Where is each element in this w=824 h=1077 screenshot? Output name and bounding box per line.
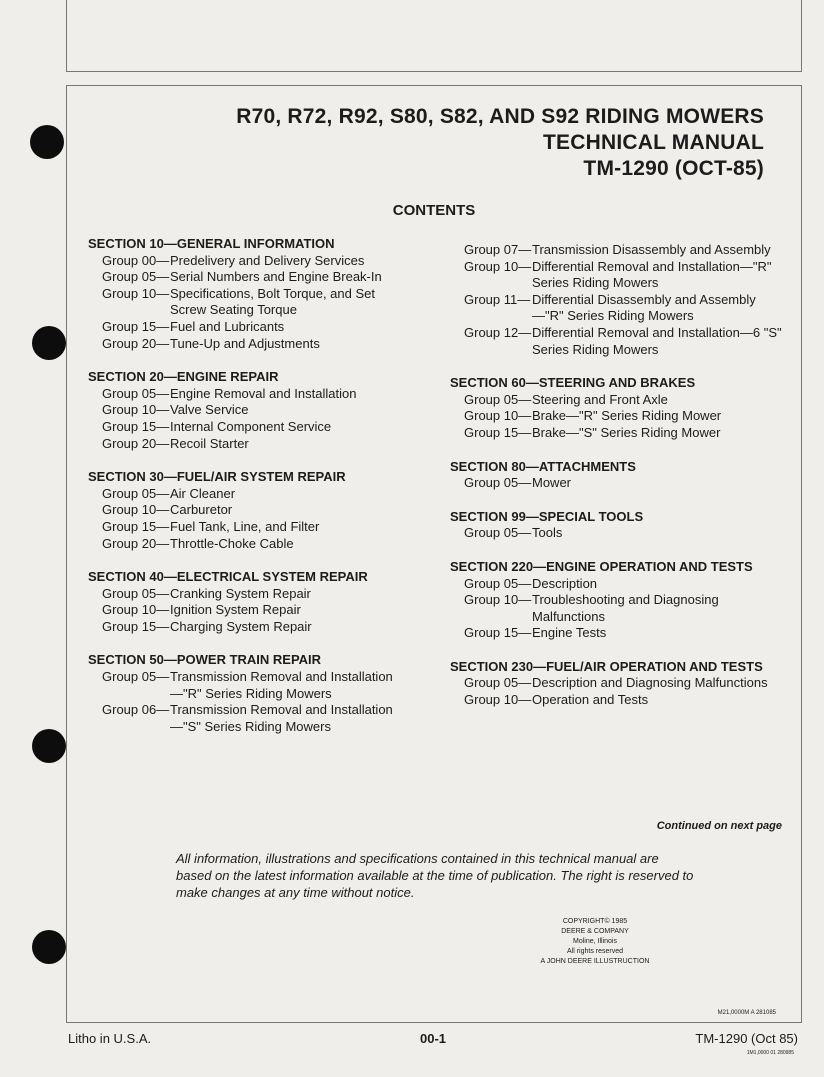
group-title: Specifications, Bolt Torque, and Set Screw Seating Torque (170, 285, 375, 318)
group-title: Operation and Tests (532, 692, 649, 708)
group-number: Group 15— (102, 318, 170, 334)
group-title: Description (532, 575, 598, 591)
copyright-line: Moline, Illinois (573, 938, 617, 945)
contents-entry (88, 669, 408, 702)
title-line-1: R70, R72, R92, S80, S82, AND S92 RIDING MOWERS (236, 105, 764, 128)
section-heading: SECTION 230—FUEL/AIR OPERATION AND TESTS (450, 658, 763, 674)
group-title: Fuel Tank, Line, and Filter (170, 518, 320, 534)
group-number: Group 10— (464, 408, 532, 424)
group-number: Group 05— (464, 525, 532, 541)
contents-entry (450, 692, 782, 709)
copyright-line: A JOHN DEERE ILLUSTRUCTION (540, 958, 650, 965)
group-title: Differential Disassembly and Assembly—"R" Series Riding Mowers (532, 291, 756, 324)
section-gap (450, 492, 782, 509)
contents-entry (450, 576, 782, 593)
group-number: Group 10— (102, 602, 170, 618)
contents-entry (88, 436, 408, 453)
group-title: Engine Removal and Installation (170, 385, 357, 401)
title-line-3: TM-1290 (OCT-85) (583, 157, 764, 180)
section-gap (450, 358, 782, 375)
contents-entry (88, 702, 408, 735)
contents-entry (450, 259, 782, 292)
group-number: Group 05— (102, 385, 170, 401)
contents-entry (88, 386, 408, 403)
group-number: Group 05— (464, 675, 532, 691)
footer-litho: Litho in U.S.A. (68, 1031, 152, 1046)
section-gap (450, 442, 782, 459)
group-number: Group 10— (102, 402, 170, 418)
group-number: Group 20— (102, 535, 170, 551)
group-number: Group 05— (464, 475, 532, 491)
group-number: Group 10— (464, 592, 532, 608)
section-heading: SECTION 30—FUEL/AIR SYSTEM REPAIR (88, 469, 346, 485)
group-title: Differential Removal and Installation—"R" Series Riding Mowers (532, 258, 772, 291)
group-title: Engine Tests (532, 625, 607, 641)
group-number: Group 11— (464, 291, 531, 307)
group-number: Group 12— (464, 324, 532, 340)
contents-entry (450, 675, 782, 692)
section-gap (88, 352, 408, 369)
section-heading: SECTION 10—GENERAL INFORMATION (88, 236, 335, 251)
section-heading: SECTION 50—POWER TRAIN REPAIR (88, 652, 322, 668)
contents-entry (450, 625, 782, 642)
group-title: Fuel and Lubricants (170, 318, 285, 334)
contents-entry (450, 592, 782, 625)
contents-entry (450, 392, 782, 409)
group-number: Group 20— (102, 335, 170, 351)
footer-code: 1M1,0000 01 280985 (746, 1050, 794, 1056)
section-gap (88, 552, 408, 569)
group-title: Throttle-Choke Cable (170, 535, 294, 551)
manual-title (236, 104, 764, 182)
group-number: Group 05— (102, 669, 170, 685)
group-title: Recoil Starter (170, 435, 249, 451)
group-title: Tools (532, 525, 563, 541)
group-title: Carburetor (170, 502, 233, 518)
copyright-line: COPYRIGHT© 1985 (562, 918, 628, 925)
group-number: Group 05— (464, 391, 532, 407)
copyright-line: DEERE & COMPANY (561, 928, 629, 935)
group-number: Group 10— (102, 502, 170, 518)
group-title: Air Cleaner (170, 485, 236, 501)
group-title: Transmission Removal and Installation—"S" Series Riding Mowers (170, 702, 393, 734)
continued-note: Continued on next page (656, 820, 782, 832)
contents-entry (450, 425, 782, 442)
binder-hole (32, 930, 66, 964)
binder-hole (32, 326, 66, 360)
group-number: Group 05— (102, 269, 170, 285)
section-heading: SECTION 20—ENGINE REPAIR (88, 369, 279, 385)
group-title: Valve Service (170, 402, 249, 418)
group-title: Brake—"S" Series Riding Mower (532, 424, 721, 440)
group-number: Group 15— (102, 618, 170, 634)
contents-entry (88, 519, 408, 536)
contents-entry (450, 525, 782, 542)
contents-entry (88, 502, 408, 519)
section-heading: SECTION 99—SPECIAL TOOLS (450, 508, 644, 524)
contents-entry (450, 325, 782, 358)
group-number: Group 15— (102, 518, 170, 534)
group-title: Internal Component Service (170, 418, 332, 434)
group-title: Tune-Up and Adjustments (170, 335, 320, 351)
group-number: Group 05— (102, 485, 170, 501)
group-number: Group 07— (464, 242, 532, 257)
binder-hole (32, 729, 66, 763)
contents-entry (88, 619, 408, 636)
group-number: Group 10— (102, 285, 170, 301)
group-number: Group 15— (102, 418, 170, 434)
group-title: Brake—"R" Series Riding Mower (532, 408, 722, 424)
group-title: Mower (532, 475, 572, 491)
contents-entry (450, 408, 782, 425)
group-title: Description and Diagnosing Malfunctions (532, 675, 768, 691)
footer-manual-id: TM-1290 (Oct 85) (695, 1031, 798, 1046)
contents-entry (88, 286, 408, 319)
group-title: Serial Numbers and Engine Break-In (170, 269, 382, 285)
contents-entry (88, 419, 408, 436)
group-number: Group 06— (102, 702, 170, 718)
contents-entry (450, 242, 782, 259)
section-heading: SECTION 80—ATTACHMENTS (450, 458, 636, 474)
contents-entry (88, 586, 408, 603)
contents-left-column (88, 236, 408, 735)
section-heading: SECTION 40—ELECTRICAL SYSTEM REPAIR (88, 569, 368, 585)
contents-right-column (450, 242, 782, 709)
group-number: Group 15— (464, 625, 532, 641)
group-title: Steering and Front Axle (532, 391, 668, 407)
group-number: Group 05— (102, 585, 170, 601)
contents-heading: CONTENTS (392, 202, 476, 219)
copyright-block (520, 917, 670, 967)
group-number: Group 15— (464, 424, 532, 440)
group-title: Differential Removal and Installation—6 "S" Series Riding Mowers (532, 324, 782, 357)
group-title: Cranking System Repair (170, 585, 311, 601)
group-title: Ignition System Repair (170, 602, 301, 618)
contents-entry (88, 319, 408, 336)
section-heading: SECTION 220—ENGINE OPERATION AND TESTS (450, 558, 753, 574)
contents-entry (88, 336, 408, 353)
title-line-2: TECHNICAL MANUAL (543, 131, 764, 154)
section-heading: SECTION 60—STEERING AND BRAKES (450, 375, 696, 391)
contents-entry (450, 292, 782, 325)
contents-entry (88, 402, 408, 419)
group-title: Transmission Removal and Installation—"R" Series Riding Mowers (170, 669, 393, 701)
contents-entry (88, 269, 408, 286)
contents-entry (88, 536, 408, 553)
contents-entry (88, 253, 408, 270)
section-gap (88, 452, 408, 469)
section-gap (450, 542, 782, 559)
group-title: Predelivery and Delivery Services (170, 252, 365, 268)
contents-entry (88, 486, 408, 503)
top-frame (66, 0, 802, 72)
group-number: Group 20— (102, 435, 170, 451)
group-title: Charging System Repair (170, 618, 312, 634)
document-code: M21,0000M A 281085 (717, 1010, 776, 1016)
group-title: Troubleshooting and Diagnosing Malfunctions (532, 592, 719, 624)
group-number: Group 10— (464, 692, 532, 708)
group-number: Group 00— (102, 252, 170, 268)
group-number: Group 05— (464, 575, 532, 591)
section-gap (88, 635, 408, 652)
contents-entry (450, 475, 782, 492)
copyright-line: All rights reserved (566, 948, 624, 955)
group-title: Transmission Disassembly and Assembly (532, 242, 771, 257)
page-number: 00-1 (420, 1031, 447, 1046)
binder-hole (30, 125, 64, 159)
group-number: Group 10— (464, 258, 532, 274)
section-gap (450, 642, 782, 659)
disclaimer: All information, illustrations and specifications contained in this technical manual are based on the latest information available at the time of publication. The right is reserved to make changes at any time without notice. (176, 851, 694, 900)
contents-entry (88, 602, 408, 619)
